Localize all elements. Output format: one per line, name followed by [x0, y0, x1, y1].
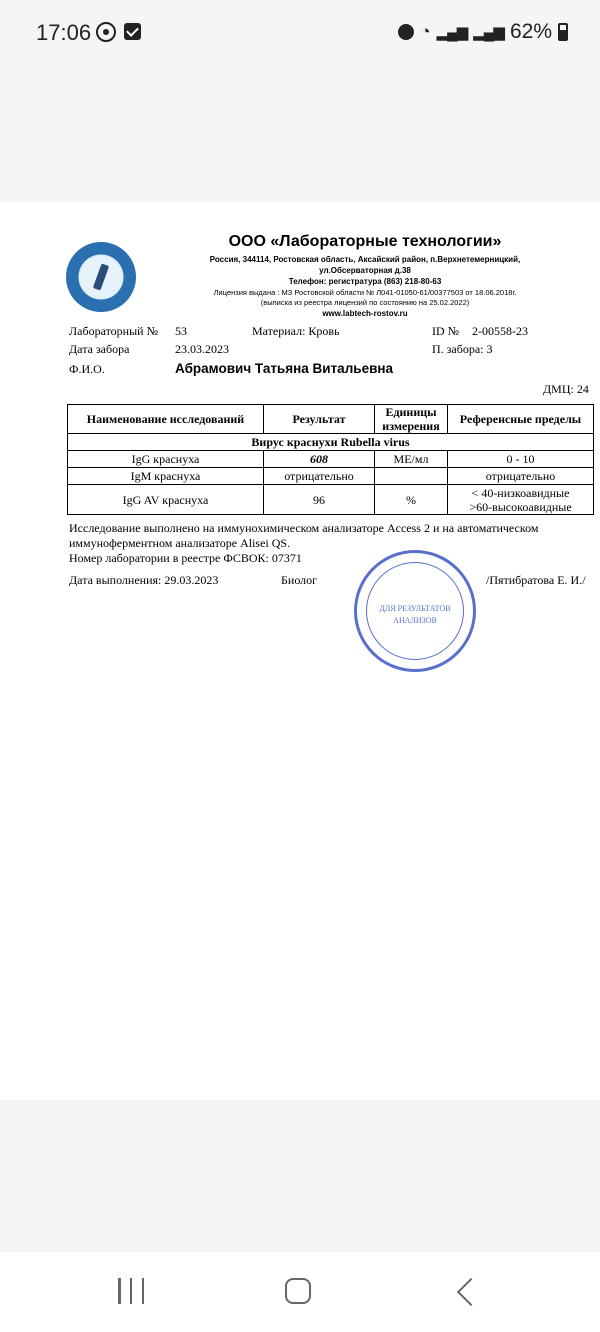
org-title: ООО «Лабораторные технологии»: [228, 233, 502, 250]
website[interactable]: www.labtech-rostov.ru: [322, 309, 408, 318]
row-ref-line1: < 40-низкоавидные: [471, 485, 570, 500]
table-row: [68, 485, 594, 515]
header-unit: Единицы измерения: [375, 405, 448, 434]
row-unit: %: [375, 485, 448, 515]
note-line-2: иммуноферментном анализаторе Alisei QS.: [69, 536, 291, 550]
role: Биолог: [281, 573, 318, 587]
checkbox-notification-icon: [124, 23, 141, 40]
lab-logo-icon: [66, 242, 136, 312]
signature: /Пятибратова Е. И./: [486, 573, 586, 587]
id-label: ID №: [432, 324, 460, 338]
header-reference: Референсные пределы: [448, 405, 594, 434]
status-bar: [0, 0, 600, 66]
header-name: Наименование исследований: [68, 405, 264, 434]
license-note: (выписка из реестра лицензий по состоянию на 25.02.2022): [260, 298, 470, 307]
note-line-3: Номер лаборатории в реестре ФСВОК: 07371: [69, 551, 302, 565]
stamp-image: [354, 550, 476, 672]
lab-no-label: Лабораторный №: [69, 324, 159, 338]
viewer-background: [0, 1100, 600, 1250]
status-right: [398, 20, 568, 44]
signal-icon-2: ▂▄▆: [473, 24, 504, 41]
battery-percent: 62%: [509, 20, 552, 43]
address-line-1: Россия, 344114, Ростовская область, Аксайский район, п.Верхнетемерницкий,: [209, 255, 521, 264]
row-unit: МЕ/мл: [375, 451, 448, 468]
battery-icon: [558, 23, 568, 41]
header-result: Результат: [264, 405, 375, 434]
note-line-1: Исследование выполнено на иммунохимическом анализаторе Access 2 и на автоматическом: [69, 521, 539, 535]
wifi-icon: ◔: [420, 22, 431, 41]
status-time: 17:06: [36, 20, 92, 45]
intake-point: П. забора: 3: [432, 342, 493, 356]
date-label: Дата забора: [69, 342, 130, 356]
alarm-icon: [398, 24, 414, 40]
whatsapp-icon: [96, 22, 116, 42]
done-date: Дата выполнения: 29.03.2023: [69, 573, 219, 587]
row-name: IgG AV краснуха: [68, 485, 264, 515]
row-ref-line2: >60-высокоавидные: [469, 499, 572, 514]
table-row: [68, 468, 594, 485]
address-line-2: ул.Обсерваторная д.38: [319, 266, 411, 275]
recent-apps-button[interactable]: [118, 1278, 144, 1304]
material: Материал: Кровь: [252, 324, 340, 338]
dmc: ДМЦ: 24: [543, 382, 589, 396]
row-name: IgM краснуха: [68, 468, 264, 485]
results-table: [67, 404, 594, 515]
home-button[interactable]: [285, 1278, 311, 1304]
section-title: Вирус краснухи Rubella virus: [68, 434, 594, 451]
license-line: Лицензия выдана : МЗ Ростовской области № Л041-01050-61/00377503 от 18.06.2018г.: [213, 288, 517, 297]
row-result: 608: [264, 451, 375, 468]
row-ref: [448, 485, 594, 515]
fio-value: Абрамович Татьяна Витальевна: [175, 361, 394, 376]
table-row: [68, 451, 594, 468]
phone-line: Телефон: регистратура (863) 218-80-63: [288, 277, 442, 286]
date-value: 23.03.2023: [175, 342, 229, 356]
lab-no-value: 53: [175, 324, 187, 338]
row-ref: отрицательно: [448, 468, 594, 485]
row-result: 96: [264, 485, 375, 515]
stamp-text: ДЛЯ РЕЗУЛЬТАТОВ АНАЛИЗОВ: [379, 604, 451, 625]
id-value: 2-00558-23: [472, 324, 528, 338]
row-name: IgG краснуха: [68, 451, 264, 468]
row-result: отрицательно: [264, 468, 375, 485]
row-unit: [375, 468, 448, 485]
row-ref: 0 - 10: [448, 451, 594, 468]
signal-icon: ▂▄▆: [436, 24, 468, 41]
fio-label: Ф.И.О.: [69, 362, 105, 376]
